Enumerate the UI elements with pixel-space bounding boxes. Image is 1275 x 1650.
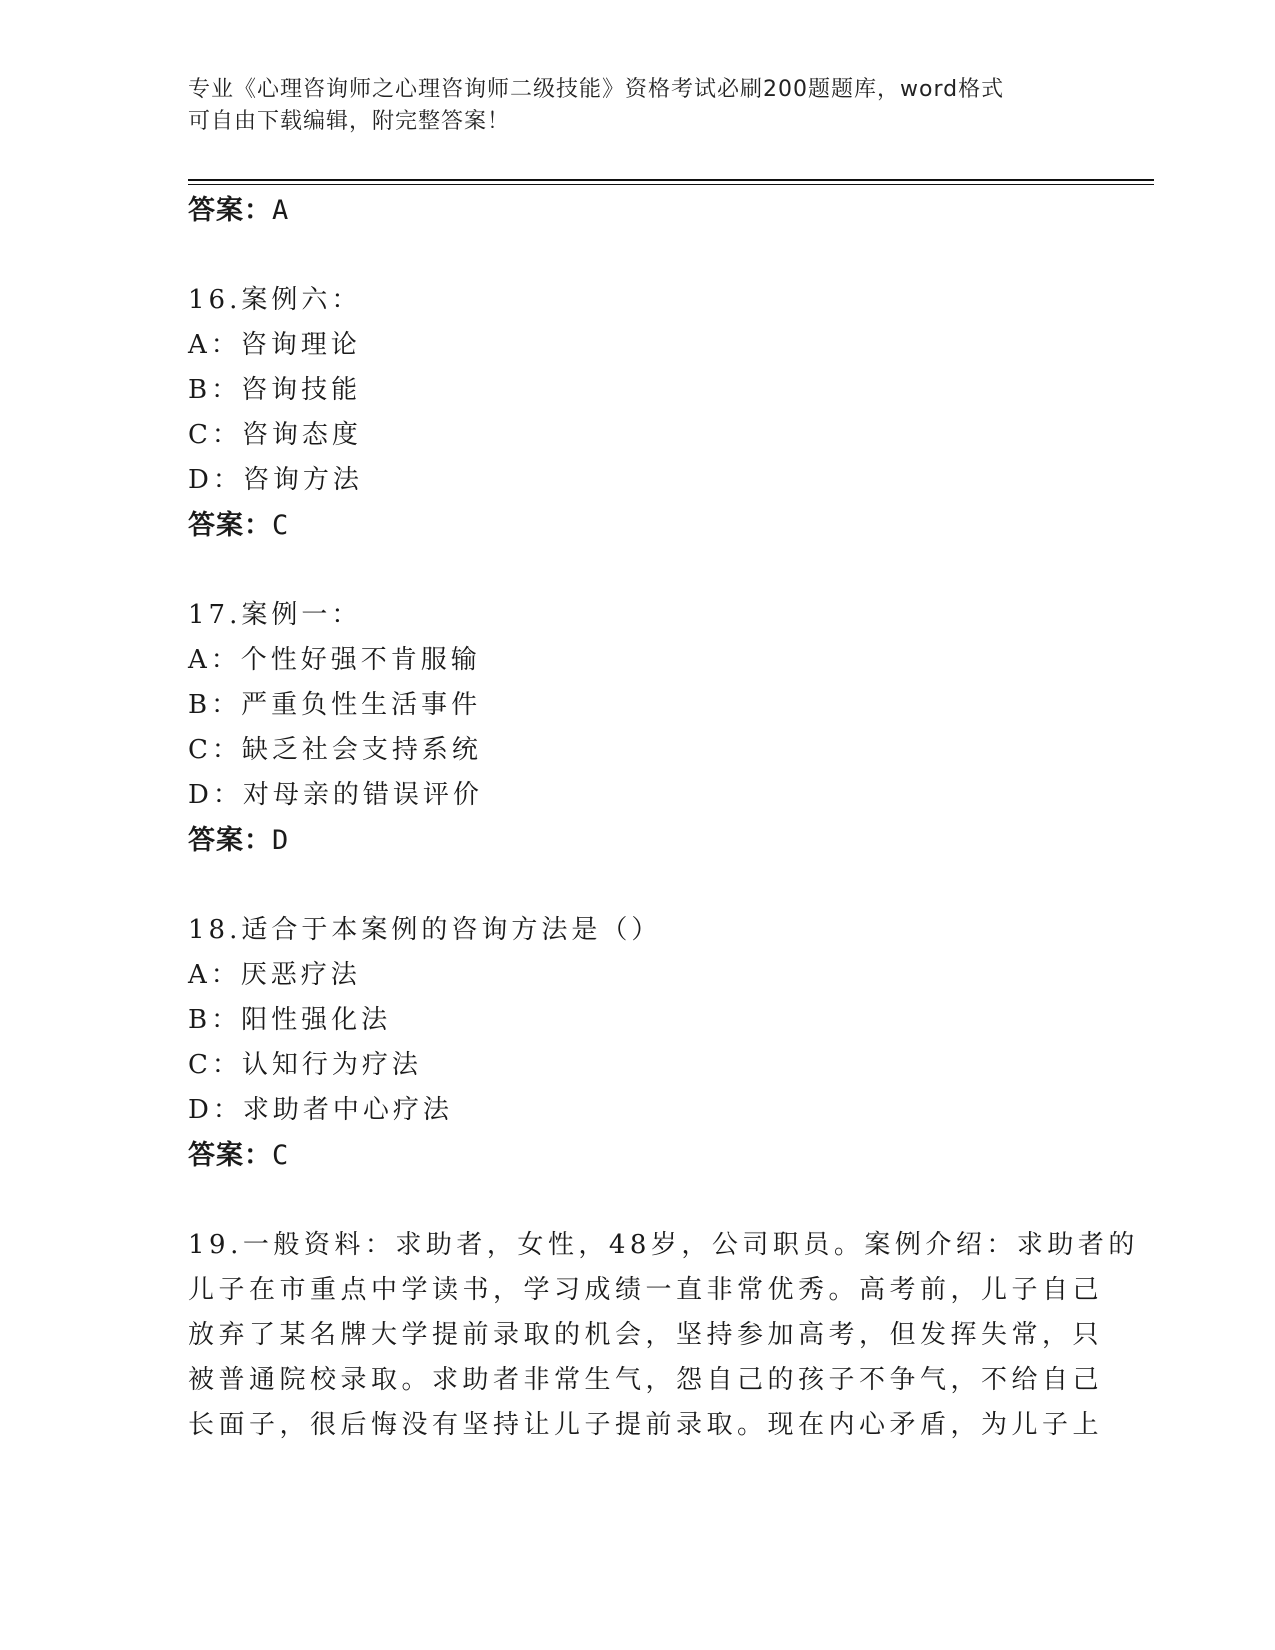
option-c: C：咨询态度 bbox=[188, 420, 362, 450]
option-d: D：咨询方法 bbox=[188, 465, 363, 495]
answer-value: A bbox=[272, 195, 290, 226]
question-stem-line-5: 长面子，很后悔没有坚持让儿子提前录取。现在内心矛盾，为儿子上 bbox=[188, 1410, 1104, 1440]
question-stem: 17.案例一： bbox=[188, 600, 362, 630]
option-a: A：咨询理论 bbox=[188, 330, 361, 360]
option-b: B：咨询技能 bbox=[188, 375, 362, 405]
answer-line bbox=[188, 1133, 1088, 1178]
answer-value: D bbox=[272, 825, 290, 856]
answer-line bbox=[188, 818, 1088, 863]
question-block-18 bbox=[188, 908, 1088, 1178]
spacer bbox=[188, 233, 1088, 278]
answer-line bbox=[188, 503, 1088, 548]
question-list bbox=[188, 188, 1139, 1448]
answer-label: 答案： bbox=[188, 195, 272, 226]
question-stem: 18.适合于本案例的咨询方法是（） bbox=[188, 915, 662, 945]
option-b: B：严重负性生活事件 bbox=[188, 690, 482, 720]
answer-label: 答案： bbox=[188, 510, 272, 541]
spacer bbox=[188, 863, 1088, 908]
answer-label: 答案： bbox=[188, 1140, 272, 1171]
question-block-17 bbox=[188, 593, 1088, 863]
header-divider-thin bbox=[188, 184, 1154, 185]
option-a: A：厌恶疗法 bbox=[188, 960, 361, 990]
spacer bbox=[188, 1178, 1088, 1223]
question-stem-line-2: 儿子在市重点中学读书，学习成绩一直非常优秀。高考前，儿子自己 bbox=[188, 1275, 1104, 1305]
answer-value: C bbox=[272, 510, 290, 541]
question-stem-line-3: 放弃了某名牌大学提前录取的机会，坚持参加高考，但发挥失常，只 bbox=[188, 1320, 1104, 1350]
option-b: B：阳性强化法 bbox=[188, 1005, 392, 1035]
answer-value: C bbox=[272, 1140, 290, 1171]
answer-line bbox=[188, 188, 1088, 233]
question-block-19 bbox=[188, 1223, 1139, 1448]
option-c: C：缺乏社会支持系统 bbox=[188, 735, 482, 765]
spacer bbox=[188, 548, 1088, 593]
question-stem-line-4: 被普通院校录取。求助者非常生气，怨自己的孩子不争气，不给自己 bbox=[188, 1365, 1104, 1395]
header-line-1: 专业《心理咨询师之心理咨询师二级技能》资格考试必刷200题题库，word格式 bbox=[188, 77, 1005, 102]
question-stem-line-1: 19.一般资料：求助者，女性，48岁，公司职员。案例介绍：求助者的 bbox=[188, 1230, 1139, 1260]
option-d: D：对母亲的错误评价 bbox=[188, 780, 483, 810]
answer-label: 答案： bbox=[188, 825, 272, 856]
document-header bbox=[188, 74, 1068, 138]
option-a: A：个性好强不肯服输 bbox=[188, 645, 481, 675]
option-d: D：求助者中心疗法 bbox=[188, 1095, 453, 1125]
header-line-2: 可自由下载编辑，附完整答案！ bbox=[188, 109, 511, 134]
question-stem: 16.案例六： bbox=[188, 285, 362, 315]
question-block-16 bbox=[188, 278, 1088, 548]
header-divider-thick bbox=[188, 179, 1154, 181]
option-c: C：认知行为疗法 bbox=[188, 1050, 422, 1080]
